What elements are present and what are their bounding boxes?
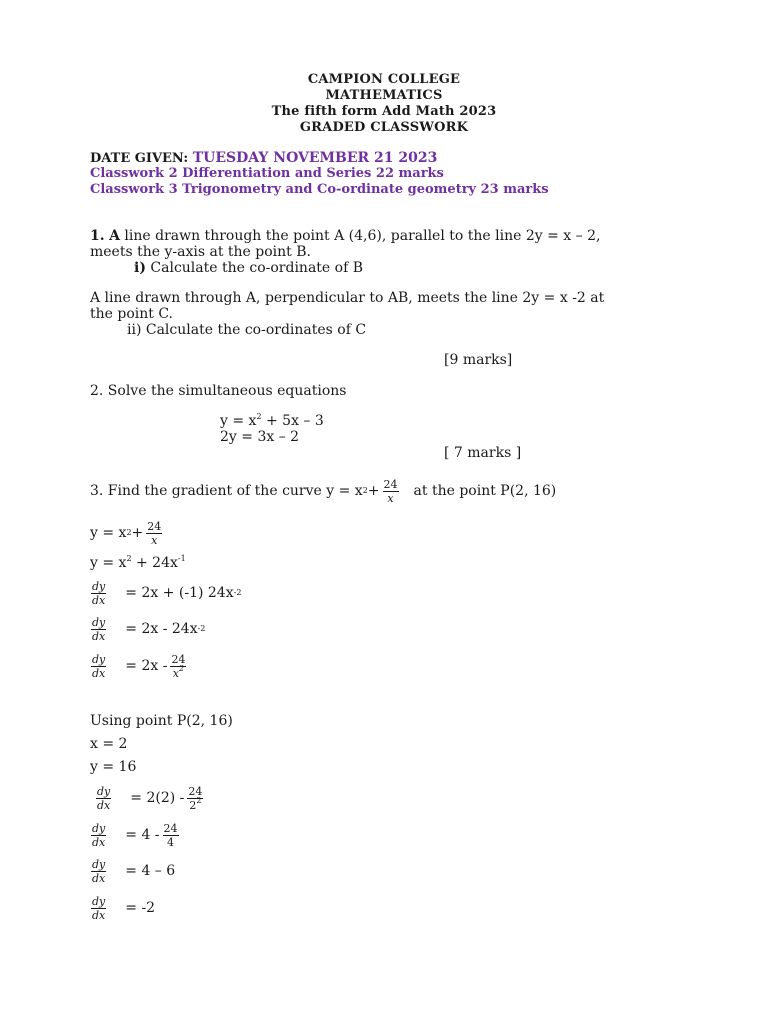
dy-dx-fraction: $\frac{dy}{dx}$ xyxy=(97,784,111,812)
form-title: The fifth form Add Math 2023 xyxy=(271,104,497,119)
q3-plus: + xyxy=(367,483,380,499)
q2-equation-2: 2y = 3x – 2 xyxy=(220,429,300,445)
dy-dx-fraction: $\frac{dy}{dx}$ xyxy=(92,821,106,849)
working-6-fraction: $\frac{24}{2^2}$ xyxy=(188,784,203,812)
q3-text-a: 3. Find the gradient of the curve y = x xyxy=(90,483,363,499)
working-line-1: y = x 2 + $\frac{24}{x}$ xyxy=(90,519,162,547)
dy-dx-fraction: $\frac{dy}{dx}$ xyxy=(92,894,106,922)
document-title: GRADED CLASSWORK xyxy=(299,120,469,135)
x-value-line: x = 2 xyxy=(90,736,128,752)
working-line-5: $\frac{dy}{dx}$ = 2x - $\frac{24}{x^2}$ xyxy=(92,652,186,680)
q1-line-4: the point C. xyxy=(90,306,174,322)
working-line-4: $\frac{dy}{dx}$ = 2x - 24x -2 xyxy=(92,615,206,643)
classwork-2-line: Classwork 2 Differentiation and Series 22 marks xyxy=(90,166,444,181)
eq1-exponent: 2 xyxy=(256,412,262,421)
working-line-3: $\frac{dy}{dx}$ = 2x + (-1) 24x -2 xyxy=(92,579,242,607)
q2-equation-1 xyxy=(220,413,324,429)
date-line xyxy=(90,150,437,166)
dy-dx-fraction: $\frac{dy}{dx}$ xyxy=(92,579,106,607)
subject-title: MATHEMATICS xyxy=(325,88,443,103)
working-7-fraction: $\frac{24}{4}$ xyxy=(163,821,178,849)
working-line-8: $\frac{dy}{dx}$ = 4 – 6 xyxy=(92,857,176,885)
working-line-2: $y = x^2 + 24x^{-1}$ xyxy=(90,554,186,571)
q1-part-i xyxy=(134,260,363,276)
eq1-part-b: + 5x – 3 xyxy=(261,413,324,429)
q1-number: 1. xyxy=(90,228,105,244)
working-line-9: $\frac{dy}{dx}$ = -2 xyxy=(92,894,156,922)
q2-marks: [ 7 marks ] xyxy=(444,445,522,461)
school-name: CAMPION COLLEGE xyxy=(307,72,461,87)
date-label: DATE GIVEN: xyxy=(90,151,189,166)
dy-dx-fraction: $\frac{dy}{dx}$ xyxy=(92,652,106,680)
q1-line-3: A line drawn through A, perpendicular to AB, meets the line 2y = x -2 at xyxy=(90,290,605,306)
q2-text: 2. Solve the simultaneous equations xyxy=(90,383,347,399)
using-point-line: Using point P(2, 16) xyxy=(90,713,233,729)
q3-text: 3. Find the gradient of the curve y = x 2 + $\frac{24}{x}$ at the point P(2, 16) xyxy=(90,477,557,505)
dy-dx-fraction: $\frac{dy}{dx}$ xyxy=(92,615,106,643)
q1-marks: [9 marks] xyxy=(444,352,513,368)
q3-text-b: at the point P(2, 16) xyxy=(413,483,557,499)
working-line-6: $\frac{dy}{dx}$ = 2(2) - $\frac{24}{2^2}$ xyxy=(97,784,203,812)
classwork-3-line: Classwork 3 Trigonometry and Co-ordinate geometry 23 marks xyxy=(90,182,549,197)
q1-line-2: meets the y-axis at the point B. xyxy=(90,244,311,260)
q1-text-1: line drawn through the point A (4,6), parallel to the line 2y = x – 2, xyxy=(119,228,601,244)
q3-fraction: $\frac{24}{x}$ xyxy=(383,477,398,505)
date-value: TUESDAY NOVEMBER 21 2023 xyxy=(192,150,438,166)
eq1-part-a: y = x xyxy=(220,413,257,429)
y-value-line: y = 16 xyxy=(90,759,137,775)
q1-part-ii: ii) Calculate the co-ordinates of C xyxy=(127,322,367,338)
dy-dx-fraction: $\frac{dy}{dx}$ xyxy=(92,857,106,885)
working-5-fraction: $\frac{24}{x^2}$ xyxy=(171,652,186,680)
q1-line-1 xyxy=(90,228,600,244)
q1-part-i-label: i) xyxy=(134,260,146,276)
working-1-fraction: $\frac{24}{x}$ xyxy=(147,519,162,547)
q1-lead: A xyxy=(109,228,120,244)
q1-part-i-text: Calculate the co-ordinate of B xyxy=(145,260,363,276)
working-line-7: $\frac{dy}{dx}$ = 4 - $\frac{24}{4}$ xyxy=(92,821,178,849)
